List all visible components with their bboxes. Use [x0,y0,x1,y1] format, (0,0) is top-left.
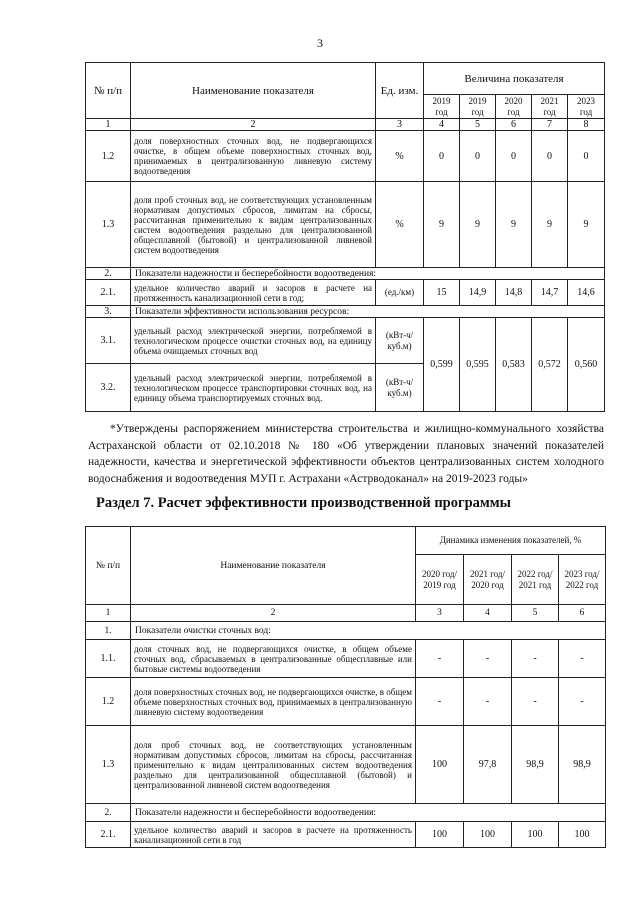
row-num: 3.1. [86,318,131,364]
row-num: 1.2 [86,131,131,182]
colnum: 1 [86,119,131,131]
row-value: 9 [496,182,532,268]
row-value: - [559,640,606,678]
header-period: 2021 год/ 2020 год [464,555,512,605]
header-unit: Ед. изм. [376,63,424,119]
header-period: 2022 год/ 2021 год [512,555,559,605]
colnum: 4 [424,119,460,131]
colnum: 4 [464,605,512,622]
row-value: 97,8 [464,726,512,804]
row-value: 14,9 [460,280,496,306]
row-value: 9 [532,182,568,268]
colnum: 6 [496,119,532,131]
row-value: 0 [496,131,532,182]
row-value: 100 [416,822,464,848]
row-num: 1.3 [86,182,131,268]
row-value: - [416,640,464,678]
section-num: 1. [86,622,131,640]
table-row [86,182,605,268]
row-value: 100 [464,822,512,848]
header-year: 2020 год [496,95,532,119]
row-value: 98,9 [559,726,606,804]
efficiency-table [85,526,606,848]
section-title: Показатели надежности и бесперебойности водоотведения: [131,804,606,822]
row-value: - [559,678,606,726]
colnum: 2 [131,605,416,622]
section-num: 3. [86,306,131,318]
header-row [86,527,606,555]
row-num: 2.1. [86,280,131,306]
colnum: 8 [568,119,605,131]
row-value: 98,9 [512,726,559,804]
row-unit: (кВт-ч/куб.м) [376,364,424,412]
row-name: удельное количество аварий и засоров в расчете на протяженность канализационной сети в год [131,822,416,848]
row-value: 14,7 [532,280,568,306]
row-name: удельный расход электрической энергии, потребляемой в технологическом процессе очистки сточных вод, на единицу объема очищаемых сточных вод [131,318,376,364]
section-title: Показатели надежности и бесперебойности водоотведения: [131,268,605,280]
colnum: 2 [131,119,376,131]
section-title: Показатели эффективности использования ресурсов: [131,306,605,318]
row-unit: (ед./км) [376,280,424,306]
row-unit: % [376,131,424,182]
colnum: 7 [532,119,568,131]
header-name: Наименование показателя [131,63,376,119]
row-value: 14,6 [568,280,605,306]
section-title: Показатели очистки сточных вод: [131,622,606,640]
page-number: 3 [317,36,323,50]
row-name: доля проб сточных вод, не соответствующих установленным нормативам допустимых сбросов, лимитам на сбросы, рассчитанная применительно к видам централизованных систем водоотведения раздельно для централизованной общесплавной (бытовой) и централизованной ливневой систем водоотведения [131,182,376,268]
table-row [86,726,606,804]
colnum: 3 [376,119,424,131]
merged-value: 0,595 [460,318,496,412]
row-name: доля поверхностных сточных вод, не подвергающихся очистке, в общем объеме поверхностных сточных вод, принимаемых в централизованную ливневую систему водоотведения [131,678,416,726]
header-dynamics: Динамика изменения показателей, % [416,527,606,555]
row-value: - [512,678,559,726]
table-row [86,131,605,182]
row-value: 14,8 [496,280,532,306]
header-year: 2023 год [568,95,605,119]
row-value: 100 [559,822,606,848]
header-period: 2020 год/ 2019 год [416,555,464,605]
table-row [86,318,605,364]
row-num: 1.2 [86,678,131,726]
row-unit: (кВт-ч/куб.м) [376,318,424,364]
table-row [86,678,606,726]
row-name: доля сточных вод, не подвергающихся очистке, в общем объеме сточных вод, сбрасываемых в централизованные общесплавные или бытовые системы водоотведения [131,640,416,678]
row-value: 0 [568,131,605,182]
row-value: - [512,640,559,678]
row-name: удельный расход электрической энергии, потребляемой в технологическом процессе транспортировки сточных вод, на единицу объема транспортируемых сточных вод. [131,364,376,412]
header-value: Величина показателя [424,63,605,95]
table-row [86,280,605,306]
merged-value: 0,583 [496,318,532,412]
section-heading: Раздел 7. Расчет эффективности производственной программы [96,495,511,511]
row-value: 15 [424,280,460,306]
section-row [86,804,606,822]
header-year: 2019 год [424,95,460,119]
row-num: 3.2. [86,364,131,412]
row-name: доля проб сточных вод, не соответствующих установленным нормативам допустимых сбросов, лимитам на сбросы, рассчитанная применительно к видам централизованных систем водоотведения раздельно для централизованной общесплавной (бытовой) и централизованной ливневой систем водоотведения [131,726,416,804]
row-num: 1.3 [86,726,131,804]
row-value: 0 [424,131,460,182]
row-value: 9 [460,182,496,268]
colnum: 1 [86,605,131,622]
column-numbers-row [86,605,606,622]
section-row [86,268,605,280]
section-row [86,622,606,640]
row-value: 0 [460,131,496,182]
header-num: № п/п [86,63,131,119]
row-name: удельное количество аварий и засоров в расчете на протяженность канализационной сети в год; [131,280,376,306]
row-value: - [464,640,512,678]
header-name: Наименование показателя [131,527,416,605]
row-value: 0 [532,131,568,182]
row-name: доля поверхностных сточных вод, не подвергающихся очистке, в общем объеме поверхностных сточных вод, принимаемых в централизованную ливневую систему водоотведения [131,131,376,182]
row-value: - [416,678,464,726]
header-num: № п/п [86,527,131,605]
footnote: *Утверждены распоряжением министерства строительства и жилищно-коммунального хозяйства Астраханской области от 02.10.2018 № 180 «Об утверждении плановых значений показателей надежности, качества и энергетической эффективности объектов централизованных систем холодного водоснабжения и водоотведения МУП г. Астрахани «Астрводоканал» на 2019-2023 годы» [88,423,604,485]
row-value: 9 [568,182,605,268]
header-period: 2023 год/ 2022 год [559,555,606,605]
header-row [86,63,605,95]
row-num: 2.1. [86,822,131,848]
column-numbers-row [86,119,605,131]
table-row [86,822,606,848]
indicators-table [85,62,605,412]
merged-value: 0,560 [568,318,605,412]
row-value: 9 [424,182,460,268]
colnum: 6 [559,605,606,622]
row-unit: % [376,182,424,268]
header-year: 2021 год [532,95,568,119]
section-row [86,306,605,318]
colnum: 5 [460,119,496,131]
header-year: 2019 год [460,95,496,119]
merged-value: 0,572 [532,318,568,412]
colnum: 3 [416,605,464,622]
row-num: 1.1. [86,640,131,678]
section-num: 2. [86,804,131,822]
merged-value: 0,599 [424,318,460,412]
row-value: 100 [512,822,559,848]
row-value: - [464,678,512,726]
section-num: 2. [86,268,131,280]
row-value: 100 [416,726,464,804]
table-row [86,640,606,678]
colnum: 5 [512,605,559,622]
